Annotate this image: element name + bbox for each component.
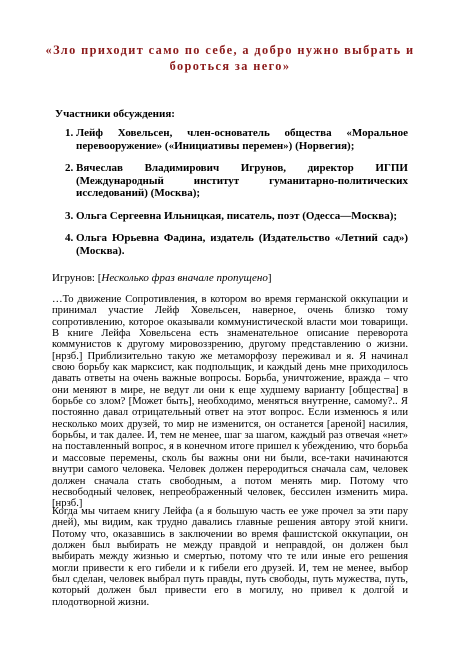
participant-item: 4. Ольга Юрьевна Фадина, издатель (Издательство «Летний сад») (Москва). [76, 232, 408, 257]
speaker-note-open-bracket: [ [97, 272, 102, 284]
body-paragraph: …То движение Сопротивления, в котором во время германской оккупации и принимал участие Лейф Ховельсен, наверное, очень близко тому сопротивлению, которое оказывали коммунистической власти мои товарищи. В книге Лейфа Ховельсена есть знаменательное описание переворота коммунистов к другому мировоззрению, другому представлению о жизни. [нрзб.] Приблизительно такую же метаморфозу переживал и я. Я начинал свою борьбу как марксист, как подпольщик, и каждый день мне приходилось давать ответы на очень важные вопросы. Борьба, уничтожение, вражда – что они меняют в мире, не ведут ли они к еще худшему варианту [общества] в борьбе со злом? [Может быть], необходимо, меняться внутренне, самому?.. Я постоянно давал отрицательный ответ на этот вопрос. Если изменюсь я или несколько моих друзей, то мир не изменится, он останется [ареной] насилия, борьбы, и так далее. И, тем не менее, шаг за шагом, каждый раз отвечая «нет» на поставленный вопрос, я в конечном итоге пришел к убеждению, что борьба и массовые перемены, сколь бы важны они ни были, все-таки начинаются внутри самого человека. Человек должен переродиться сначала сам, человек должен сначала стать свободным, а потом менять мир. Потому что несвободный человек, непреображенный человек, бессилен изменить мира. [нрзб.] [52, 294, 408, 510]
participants-heading: Участники обсуждения: [55, 108, 175, 120]
body-paragraph: Когда мы читаем книгу Лейфа (а я большую часть ее уже прочел за эти пару дней), мы видим, как трудно давались главные решения автору этой книги. Потому что, оказавшись в заключении во время фашистской оккупации, он должен был выбирать не между правдой и неправдой, он должен был выбирать между жизнью и смертью, потому что те или иные его решения могли привести к его гибели и к гибели его друзей. И, тем не менее, выбор был сделан, человек выбрал путь правды, путь свободы, путь мужества, путь, который должен был привести его в могилу, но привел к долгой и плодотворной жизни. [52, 506, 408, 608]
participant-item: 3. Ольга Сергеевна Ильницкая, писатель, поэт (Одесса—Москва); [76, 210, 408, 223]
participant-item: 2. Вячеслав Владимирович Игрунов, директор ИГПИ (Международный институт гуманитарно-политических исследований) (Москва); [76, 162, 408, 200]
speaker-note: Несколько фраз вначале пропущено [101, 272, 268, 284]
speaker-line [52, 272, 272, 284]
participants-list [62, 127, 408, 267]
participant-item: 1. Лейф Ховельсен, член-основатель общества «Моральное перевооружение» («Инициативы перемен») (Норвегия); [76, 127, 408, 152]
speaker-note-close-bracket: ] [267, 272, 272, 284]
speaker-name: Игрунов: [52, 272, 95, 284]
document-title: «Зло приходит само по себе, а добро нужно выбрать и бороться за него» [45, 43, 415, 73]
